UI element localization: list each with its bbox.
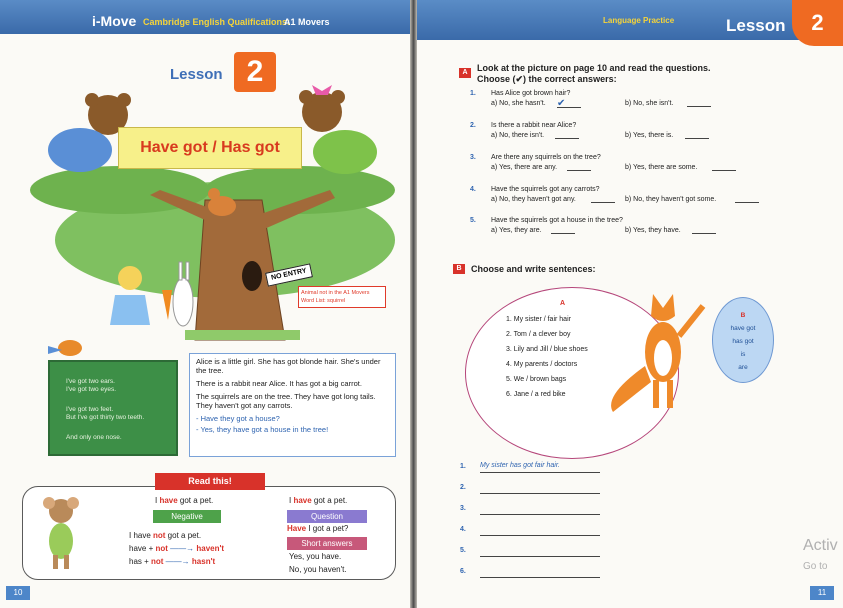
activate-windows-text: Activ xyxy=(803,537,838,554)
section-b-badge: B xyxy=(453,264,465,274)
story-paragraph: Alice is a little girl. She has got blonde hair. She's under the tree. xyxy=(196,357,381,375)
section-a-badge: A xyxy=(459,68,471,78)
question-text: Have the squirrels got any carrots? xyxy=(491,186,600,193)
answer-blank[interactable] xyxy=(555,138,579,139)
affirmative-sentence-2: I have got a pet. xyxy=(289,496,348,505)
answer-blank[interactable] xyxy=(692,233,716,234)
affirmative-sentence: I have got a pet. xyxy=(155,496,214,505)
answer-number: 6. xyxy=(460,568,466,575)
answer-blank[interactable] xyxy=(685,138,709,139)
board-line: I've got two ears. xyxy=(66,378,115,385)
level-title: A1 Movers xyxy=(284,17,330,27)
story-paragraph: The squirrels are on the tree. They have got long tails. They haven't got any carrots. xyxy=(196,392,376,410)
lesson-number-right: 2 xyxy=(792,0,843,46)
book-spine xyxy=(410,0,417,608)
question-tag: Question xyxy=(287,510,367,523)
question-sentence: Have I got a pet? xyxy=(287,524,349,533)
activate-windows-subtext: Go to xyxy=(803,561,828,572)
oval-a-label: A xyxy=(560,300,566,307)
page-number-right: 11 xyxy=(810,586,834,600)
option-b: b) Yes, they have. xyxy=(625,227,681,234)
story-paragraph: There is a rabbit near Alice. It has got a big carrot. xyxy=(196,379,362,388)
section-a-instruction-2: Choose (✔) the correct answers: xyxy=(477,74,617,84)
bear-right xyxy=(299,85,377,174)
answer-line[interactable] xyxy=(480,567,600,578)
answer-number: 4. xyxy=(460,526,466,533)
answer-blank[interactable] xyxy=(712,170,736,171)
board-line: I've got two eyes. xyxy=(66,386,117,393)
short-answer-no: No, you haven't. xyxy=(289,565,347,574)
oval-b-item: have got xyxy=(730,325,756,332)
answer-line[interactable] xyxy=(480,546,600,557)
mouse-illustration xyxy=(37,495,85,571)
story-answer: - Yes, they have got a house in the tree! xyxy=(196,425,329,434)
story-question: - Have they got a house? xyxy=(196,414,280,423)
book-title: i-Move xyxy=(92,13,137,29)
board-line: And only one nose. xyxy=(66,434,122,441)
left-header xyxy=(0,0,410,34)
grammar-box xyxy=(22,486,396,580)
no-entry-sign: NO ENTRY xyxy=(265,263,313,286)
answer-number: 1. xyxy=(460,463,466,470)
negative-tag: Negative xyxy=(153,510,221,523)
section-title: Language Practice xyxy=(603,16,675,25)
oval-a-item: 5. We / brown bags xyxy=(506,376,567,383)
answer-blank[interactable] xyxy=(567,170,591,171)
oval-b-item: has got xyxy=(732,338,754,345)
answer-blank[interactable] xyxy=(735,202,759,203)
oval-b-label: B xyxy=(740,312,746,319)
lesson-number: 2 xyxy=(234,52,276,92)
oval-a-item: 4. My parents / doctors xyxy=(506,361,578,368)
oval-b-item: is xyxy=(740,351,746,358)
option-a: a) Yes, there are any. xyxy=(491,164,558,171)
section-b-instruction: Choose and write sentences: xyxy=(471,264,596,274)
question-number: 3. xyxy=(470,154,476,161)
question-number: 2. xyxy=(470,122,476,129)
tree-illustration xyxy=(0,40,410,360)
question-number: 1. xyxy=(470,90,476,97)
left-page xyxy=(0,0,410,608)
bird xyxy=(48,340,82,356)
section-a-instruction: Look at the picture on page 10 and read the questions. xyxy=(477,63,711,73)
answer-number: 3. xyxy=(460,505,466,512)
question-text: Is there a rabbit near Alice? xyxy=(491,122,577,129)
board-line: I've got two feet. xyxy=(66,406,114,413)
oval-a-item: 2. Tom / a clever boy xyxy=(506,331,571,338)
answer-blank[interactable] xyxy=(687,106,711,107)
right-header xyxy=(417,0,843,40)
story-box xyxy=(189,353,396,457)
answer-line[interactable]: My sister has got fair hair. xyxy=(480,462,600,473)
option-a: a) No, she hasn't. xyxy=(491,100,546,107)
lesson-label-right: Lesson xyxy=(726,16,786,35)
option-b: b) No, they haven't got some. xyxy=(625,196,717,203)
question-text: Are there any squirrels on the tree? xyxy=(491,154,601,161)
oval-b xyxy=(712,297,774,383)
oval-b-item: are xyxy=(738,364,748,371)
tick-mark[interactable]: ✔ xyxy=(557,98,581,108)
answer-line[interactable] xyxy=(480,504,600,515)
contraction-has: has + not ——→ hasn't xyxy=(129,557,216,566)
negative-sentence: I have not got a pet. xyxy=(129,531,202,540)
answer-number: 5. xyxy=(460,547,466,554)
oval-a-item: 1. My sister / fair hair xyxy=(506,316,571,323)
chalk-board xyxy=(48,360,178,456)
answer-number: 2. xyxy=(460,484,466,491)
read-this-label: Read this! xyxy=(155,473,265,490)
lesson-label: Lesson xyxy=(170,66,223,83)
answer-line[interactable] xyxy=(480,483,600,494)
answer-line[interactable] xyxy=(480,525,600,536)
option-b: b) No, she isn't. xyxy=(625,100,674,107)
series-title: Cambridge English Qualifications: xyxy=(143,17,291,27)
fox-illustration xyxy=(593,286,713,416)
page-number-left: 10 xyxy=(6,586,30,600)
option-b: b) Yes, there is. xyxy=(625,132,674,139)
oval-a-item: 6. Jane / a red bike xyxy=(506,391,566,398)
short-answers-tag: Short answers xyxy=(287,537,367,550)
contraction-have: have + not ——→ haven't xyxy=(129,544,225,553)
short-answer-yes: Yes, you have. xyxy=(289,552,342,561)
question-number: 5. xyxy=(470,217,476,224)
answer-blank[interactable] xyxy=(551,233,575,234)
answer-blank[interactable] xyxy=(591,202,615,203)
board-line: But I've got thirty two teeth. xyxy=(66,414,145,421)
option-a: a) No, they haven't got any. xyxy=(491,196,576,203)
option-b: b) Yes, there are some. xyxy=(625,164,698,171)
option-a: a) No, there isn't. xyxy=(491,132,545,139)
oval-a-item: 3. Lily and Jill / blue shoes xyxy=(506,346,588,353)
question-text: Have the squirrels got a house in the tree? xyxy=(491,217,623,224)
word-list-note: Animal not in the A1 Movers Word List: squirrel xyxy=(298,286,386,308)
question-number: 4. xyxy=(470,186,476,193)
right-page xyxy=(417,0,843,608)
grammar-banner: Have got / Has got xyxy=(118,127,302,169)
question-text: Has Alice got brown hair? xyxy=(491,90,571,97)
option-a: a) Yes, they are. xyxy=(491,227,542,234)
